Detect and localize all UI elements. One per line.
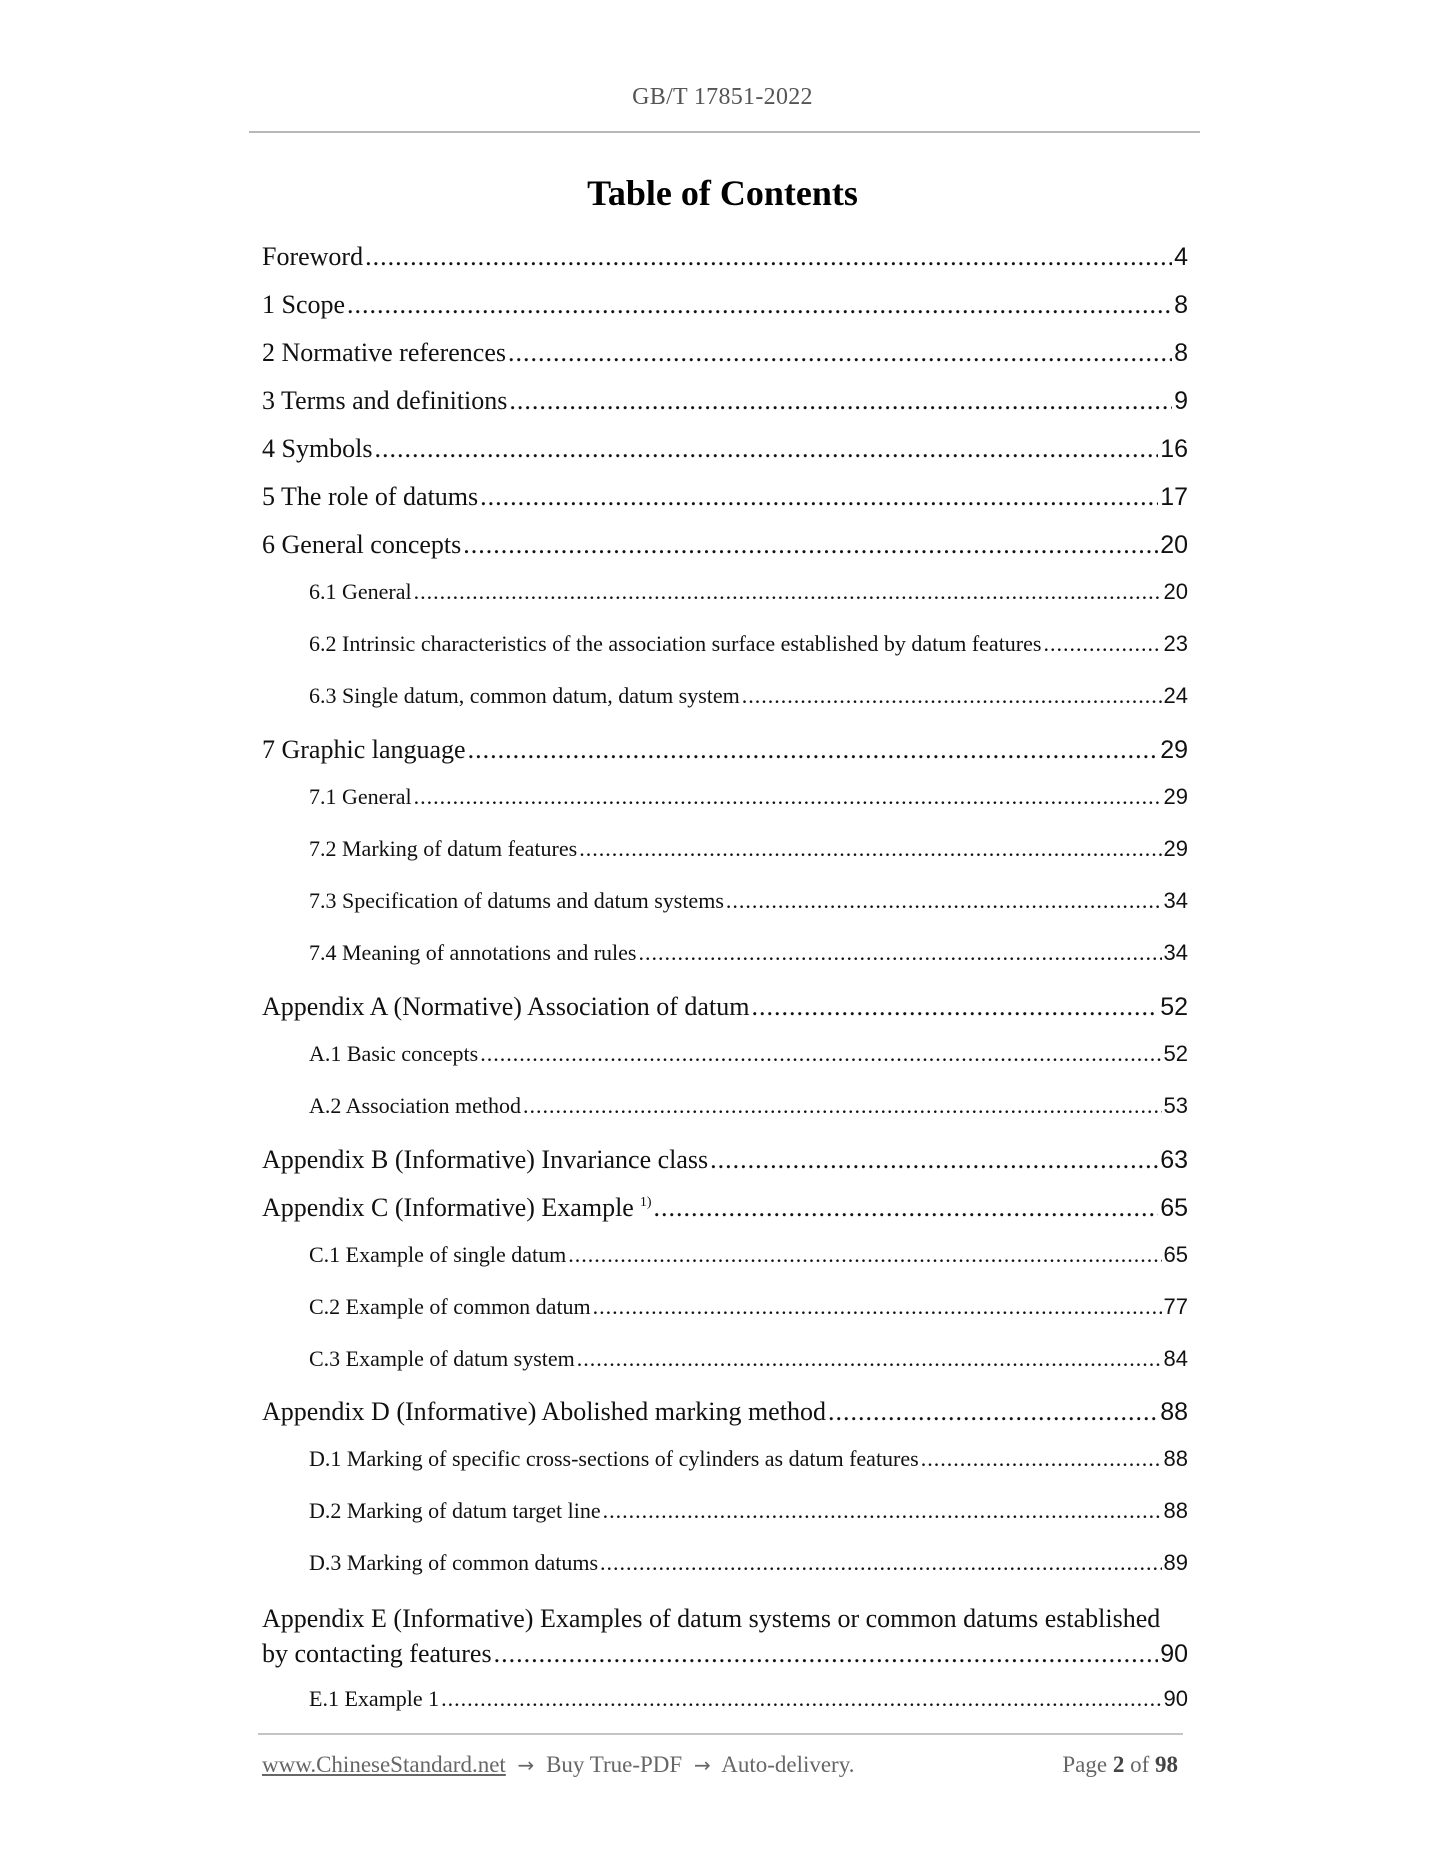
toc-entry-scope[interactable] bbox=[262, 290, 1188, 320]
toc-entry-appendix-d[interactable] bbox=[262, 1397, 1188, 1427]
toc-entry-6-3[interactable] bbox=[309, 683, 1188, 709]
toc-entry-role-of-datums[interactable] bbox=[262, 482, 1188, 512]
toc-leader-dots bbox=[921, 1446, 1162, 1472]
page-word: Page bbox=[1062, 1752, 1108, 1777]
toc-entry-label: 4 Symbols bbox=[262, 434, 373, 463]
page-indicator bbox=[1062, 1752, 1178, 1778]
toc-entry-label: 5 The role of datums bbox=[262, 482, 479, 511]
toc-entry-line bbox=[262, 1636, 1188, 1672]
toc-entry-page: 88 bbox=[1163, 1498, 1188, 1523]
total-pages: 98 bbox=[1155, 1752, 1178, 1777]
toc-leader-dots bbox=[751, 992, 1158, 1022]
toc-entry-page: 84 bbox=[1163, 1346, 1188, 1371]
toc-leader-dots bbox=[480, 1041, 1161, 1067]
toc-entry-page: 8 bbox=[1174, 291, 1188, 319]
toc-entry-page: 20 bbox=[1160, 531, 1188, 559]
toc-entry-graphic-language[interactable] bbox=[262, 735, 1188, 765]
toc-entry-page: 29 bbox=[1163, 784, 1188, 809]
toc-entry-appendix-a[interactable] bbox=[262, 992, 1188, 1022]
toc-entry-label: 6.3 Single datum, common datum, datum system bbox=[309, 683, 740, 708]
footer-promo bbox=[262, 1752, 854, 1778]
toc-entry-label: C.1 Example of single datum bbox=[309, 1242, 567, 1267]
toc-entry-page: 90 bbox=[1160, 1640, 1188, 1668]
toc-leader-dots bbox=[468, 735, 1159, 765]
toc-entry-page: 65 bbox=[1163, 1242, 1188, 1267]
toc-entry-page: 88 bbox=[1160, 1398, 1188, 1426]
toc-entry-a-2[interactable] bbox=[309, 1093, 1188, 1119]
toc-entry-a-1[interactable] bbox=[309, 1041, 1188, 1067]
toc-leader-dots bbox=[375, 434, 1159, 464]
toc-entry-d-3[interactable] bbox=[309, 1550, 1188, 1576]
toc-entry-label: 3 Terms and definitions bbox=[262, 386, 508, 415]
toc-entry-label bbox=[262, 1193, 652, 1223]
toc-entry-page: 34 bbox=[1163, 888, 1188, 913]
toc-leader-dots bbox=[742, 683, 1162, 709]
toc-entry-6-2[interactable] bbox=[309, 631, 1188, 657]
toc-entry-page: 16 bbox=[1160, 435, 1188, 463]
toc-entry-d-1[interactable] bbox=[309, 1446, 1188, 1472]
toc-entry-page: 29 bbox=[1160, 736, 1188, 764]
toc-leader-dots bbox=[508, 338, 1172, 368]
footnote-marker: 1) bbox=[639, 1195, 652, 1210]
toc-entry-normative-references[interactable] bbox=[262, 338, 1188, 368]
toc-leader-dots bbox=[603, 1498, 1162, 1524]
page-number: 2 bbox=[1112, 1752, 1125, 1777]
toc-entry-page: 90 bbox=[1163, 1686, 1188, 1711]
toc-leader-dots bbox=[726, 888, 1162, 914]
toc-entry-label: Appendix E (Informative) Examples of datum systems or common datums established bbox=[262, 1604, 1161, 1633]
footer-divider bbox=[258, 1733, 1183, 1735]
toc-entry-label: 7.1 General bbox=[309, 784, 412, 809]
toc-entry-label: E.1 Example 1 bbox=[309, 1686, 440, 1711]
toc-entry-7-2[interactable] bbox=[309, 836, 1188, 862]
toc-entry-page: 53 bbox=[1163, 1093, 1188, 1118]
toc-entry-label: 7.3 Specification of datums and datum systems bbox=[309, 888, 724, 913]
toc-entry-page: 17 bbox=[1160, 483, 1188, 511]
toc-entry-c-3[interactable] bbox=[309, 1346, 1188, 1372]
delivery-text: Auto-delivery. bbox=[721, 1752, 855, 1777]
toc-entry-label: A.2 Association method bbox=[309, 1093, 522, 1118]
toc-entry-page: 20 bbox=[1163, 579, 1188, 604]
toc-entry-7-1[interactable] bbox=[309, 784, 1188, 810]
arrow-right-icon: → bbox=[693, 1753, 711, 1777]
toc-entry-appendix-e[interactable] bbox=[262, 1601, 1188, 1672]
toc-entry-foreword[interactable] bbox=[262, 242, 1188, 272]
toc-leader-dots bbox=[654, 1193, 1159, 1223]
toc-entry-label: 1 Scope bbox=[262, 290, 346, 319]
site-link[interactable]: www.ChineseStandard.net bbox=[262, 1752, 506, 1777]
of-word: of bbox=[1130, 1752, 1150, 1777]
toc-entry-label: D.3 Marking of common datums bbox=[309, 1550, 599, 1575]
toc-leader-dots bbox=[1043, 631, 1161, 657]
toc-entry-c-1[interactable] bbox=[309, 1242, 1188, 1268]
toc-entry-page: 4 bbox=[1174, 243, 1188, 271]
toc-entry-page: 8 bbox=[1174, 339, 1188, 367]
toc-entry-6-1[interactable] bbox=[309, 579, 1188, 605]
toc-entry-terms[interactable] bbox=[262, 386, 1188, 416]
toc-entry-label: 6.1 General bbox=[309, 579, 412, 604]
toc-entry-d-2[interactable] bbox=[309, 1498, 1188, 1524]
toc-entry-appendix-c[interactable] bbox=[262, 1193, 1188, 1223]
toc-leader-dots bbox=[577, 1346, 1162, 1372]
toc-entry-label: 2 Normative references bbox=[262, 338, 506, 367]
toc-entry-label: by contacting features bbox=[262, 1639, 492, 1668]
toc-entry-label: 7.2 Marking of datum features bbox=[309, 836, 578, 861]
toc-leader-dots bbox=[710, 1145, 1158, 1175]
toc-leader-dots bbox=[593, 1294, 1162, 1320]
toc-entry-symbols[interactable] bbox=[262, 434, 1188, 464]
toc-entry-label: D.2 Marking of datum target line bbox=[309, 1498, 601, 1523]
toc-entry-page: 52 bbox=[1160, 993, 1188, 1021]
arrow-right-icon: → bbox=[517, 1753, 535, 1777]
toc-leader-dots bbox=[414, 784, 1162, 810]
toc-leader-dots bbox=[463, 530, 1158, 560]
toc-entry-page: 63 bbox=[1160, 1146, 1188, 1174]
toc-leader-dots bbox=[441, 1686, 1161, 1712]
toc-entry-7-3[interactable] bbox=[309, 888, 1188, 914]
toc-entry-label: 7.4 Meaning of annotations and rules bbox=[309, 940, 637, 965]
toc-entry-label: 7 Graphic language bbox=[262, 735, 466, 764]
toc-leader-dots bbox=[480, 482, 1158, 512]
toc-leader-dots bbox=[414, 579, 1162, 605]
toc-entry-label: A.1 Basic concepts bbox=[309, 1041, 479, 1066]
toc-entry-c-2[interactable] bbox=[309, 1294, 1188, 1320]
toc-entry-page: 9 bbox=[1174, 387, 1188, 415]
toc-entry-page: 24 bbox=[1163, 683, 1188, 708]
toc-entry-page: 88 bbox=[1163, 1446, 1188, 1471]
toc-entry-label: C.3 Example of datum system bbox=[309, 1346, 575, 1371]
toc-entry-label-text: Appendix C (Informative) Example bbox=[262, 1193, 634, 1222]
toc-leader-dots bbox=[494, 1636, 1159, 1671]
toc-entry-line bbox=[262, 1601, 1188, 1636]
toc-entry-label: Appendix B (Informative) Invariance class bbox=[262, 1145, 709, 1174]
toc-entry-label: Appendix A (Normative) Association of datum bbox=[262, 992, 750, 1021]
toc-entry-label: D.1 Marking of specific cross-sections of cylinders as datum features bbox=[309, 1446, 919, 1471]
toc-leader-dots bbox=[347, 290, 1172, 320]
toc-entry-7-4[interactable] bbox=[309, 940, 1188, 966]
toc-entry-page: 77 bbox=[1163, 1294, 1188, 1319]
toc-entry-appendix-b[interactable] bbox=[262, 1145, 1188, 1175]
toc-entry-label: 6.2 Intrinsic characteristics of the association surface established by datum features bbox=[309, 631, 1042, 656]
toc-leader-dots bbox=[365, 242, 1172, 272]
toc-leader-dots bbox=[568, 1242, 1161, 1268]
toc-entry-label: C.2 Example of common datum bbox=[309, 1294, 591, 1319]
toc-entry-label: Foreword bbox=[262, 242, 364, 271]
toc-entry-e-1[interactable] bbox=[309, 1686, 1188, 1712]
toc-leader-dots bbox=[579, 836, 1161, 862]
toc-title: Table of Contents bbox=[587, 173, 858, 213]
toc-entry-page: 65 bbox=[1160, 1194, 1188, 1222]
toc-entry-page: 52 bbox=[1163, 1041, 1188, 1066]
toc-entry-label: Appendix D (Informative) Abolished marking method bbox=[262, 1397, 826, 1426]
toc-leader-dots bbox=[828, 1397, 1158, 1427]
toc-leader-dots bbox=[523, 1093, 1161, 1119]
toc-entry-page: 89 bbox=[1163, 1550, 1188, 1575]
toc-entry-general-concepts[interactable] bbox=[262, 530, 1188, 560]
toc-entry-page: 34 bbox=[1163, 940, 1188, 965]
toc-leader-dots bbox=[600, 1550, 1161, 1576]
toc-entry-label: 6 General concepts bbox=[262, 530, 462, 559]
toc-entry-page: 29 bbox=[1163, 836, 1188, 861]
buy-text: Buy True-PDF bbox=[546, 1752, 683, 1777]
toc-leader-dots bbox=[639, 940, 1162, 966]
toc-leader-dots bbox=[509, 386, 1172, 416]
document-code: GB/T 17851-2022 bbox=[632, 84, 813, 110]
toc-entry-page: 23 bbox=[1163, 631, 1188, 656]
